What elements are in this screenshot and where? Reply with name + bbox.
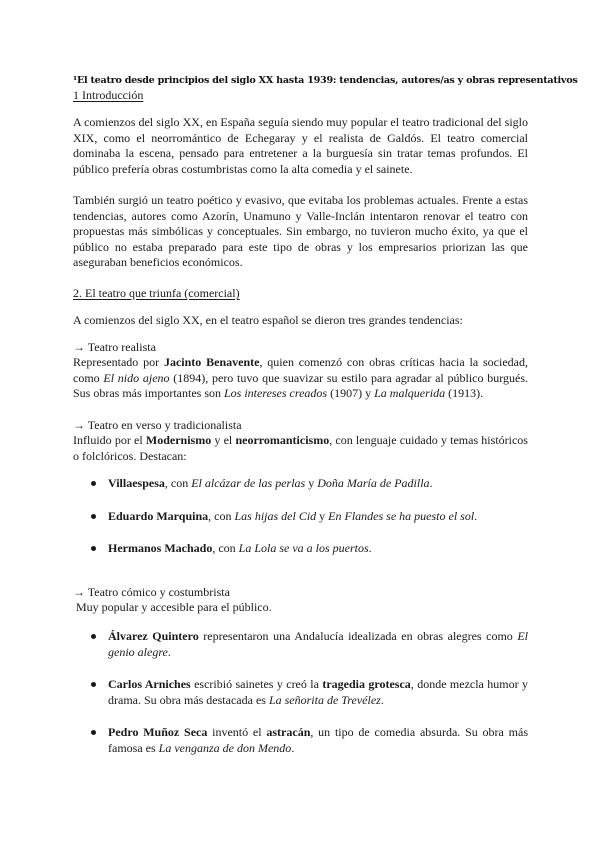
- work-el-nido-ajeno: El nido ajeno: [103, 370, 170, 385]
- term-modernismo: Modernismo: [145, 433, 212, 447]
- verso-paragraph: Influido por el Modernismo y el neorromanticismo, con lenguaje cuidado y temas históricos o folclóricos. Destacan:: [73, 433, 528, 463]
- realista-label: → Teatro realista: [73, 340, 156, 354]
- realista-paragraph: Representado por Jacinto Benavente, quien comenzó con obras críticas hacia la sociedad, como El nido ajeno (1894), pero tuvo que suavizar su estilo para agradar al público burgués. Sus obras más importantes son Los intereses creados (1907) y La malquerida (1913).: [73, 355, 528, 401]
- comico-label: → Teatro cómico y costumbrista: [73, 585, 230, 599]
- term-neorromanticismo: neorromanticismo: [235, 433, 330, 447]
- work-los-intereses-creados: Los intereses creados: [224, 386, 328, 401]
- bullet-icon: [91, 514, 96, 519]
- section-1-paragraph-2: También surgió un teatro poético y evasivo, que evitaba los problemas actuales. Frente a estas tendencias, autores como Azorín, Unamuno y Valle-Inclán intentaron renovar el teatro con propuestas más simbólicas y conceptuales. Sin embargo, no tuvieron mucho éxito, ya que el público no estaba preparado para este tipo de obras y los empresarios priorizan las que aseguraban beneficios económicos.: [73, 193, 528, 270]
- document-page: ¹El teatro desde principios del siglo XX hasta 1939: tendencias, autores/as y obras representativos 1 Introducción A comienzos del siglo XX, en España seguía siendo muy popular el teatro tradicional del siglo XIX, como el neorromántico de Echegaray y el realista de Galdós. El teatro comercial dominaba la escena, pensado para entretener a la burguesía sin tratar temas profundos. El público prefería obras costumbristas como la alta comedia y el sainete. También surgió un teatro poético y evasivo, que evitaba los problemas actuales. Frente a estas tendencias, autores como Azorín, Unamuno y Valle-Inclán intentaron renovar el teatro con propuestas más simbólicas y conceptuales. Sin embargo, no tuvieron mucho éxito, ya que el público no estaba preparado para este tipo de obras y los empresarios priorizan las que aseguraban beneficios económicos. 2. El teatro que triunfa (comercial) A comienzos del siglo XX, en el teatro español se dieron tres grandes tendencias: → Teatro realista Representado por Jacinto Benavente, quien comenzó con obras críticas hacia la sociedad, como El nido ajeno (1894), pero tuvo que suavizar su estilo para agradar al público burgués. Sus obras más importantes son Los intereses creados (1907) y La malquerida (1913). → Teatro en verso y tradicionalista Influido por el Modernismo y el neorromanticismo, con lenguaje cuidado y temas históricos o folclóricos. Destacan: Villaespesa, con El alcázar de las perlas y Doña María de Padilla. Eduardo Marquina, con Las hijas del Cid y En Flandes se ha puesto el sol. Hermanos Machado, con La Lola se va a los puertos. → Teatro cómico y costumbrista Muy popular y accesible para el público. Álvarez Quintero representaron una Andalucía idealizada en obras alegres como El genio alegre. Carlos Arniches escribió sainetes y creó la tragedia grotesca, donde mezcla humor y drama. Su obra más destacada es La señorita de Trevélez. Pedro Muñoz Seca inventó el astracán, un tipo de comedia absurda. Su obra más famosa es La venganza de don Mendo.: [73, 75, 578, 755]
- author-benavente: Jacinto Benavente: [163, 355, 260, 369]
- bullet-icon: [91, 730, 96, 735]
- bullet-icon: [91, 481, 96, 486]
- section-2-intro: A comienzos del siglo XX, en el teatro español se dieron tres grandes tendencias:: [73, 313, 463, 327]
- bullet-icon: [91, 634, 96, 639]
- section-2-heading: 2. El teatro que triunfa (comercial): [73, 286, 240, 300]
- comico-description: Muy popular y accesible para el público.: [73, 600, 272, 614]
- work-la-malquerida: La malquerida: [374, 386, 446, 401]
- document-title: ¹El teatro desde principios del siglo XX hasta 1939: tendencias, autores/as y obras representativos: [73, 75, 578, 86]
- verso-label: → Teatro en verso y tradicionalista: [73, 418, 242, 432]
- section-1-heading: 1 Introducción: [73, 88, 144, 102]
- section-1-paragraph-1: A comienzos del siglo XX, en España seguía siendo muy popular el teatro tradicional del siglo XIX, como el neorromántico de Echegaray y el realista de Galdós. El teatro comercial dominaba la escena, pensado para entretener a la burguesía sin tratar temas profundos. El público prefería obras costumbristas como la alta comedia y el sainete.: [73, 115, 528, 176]
- bullet-icon: [91, 682, 96, 687]
- bullet-icon: [91, 546, 96, 551]
